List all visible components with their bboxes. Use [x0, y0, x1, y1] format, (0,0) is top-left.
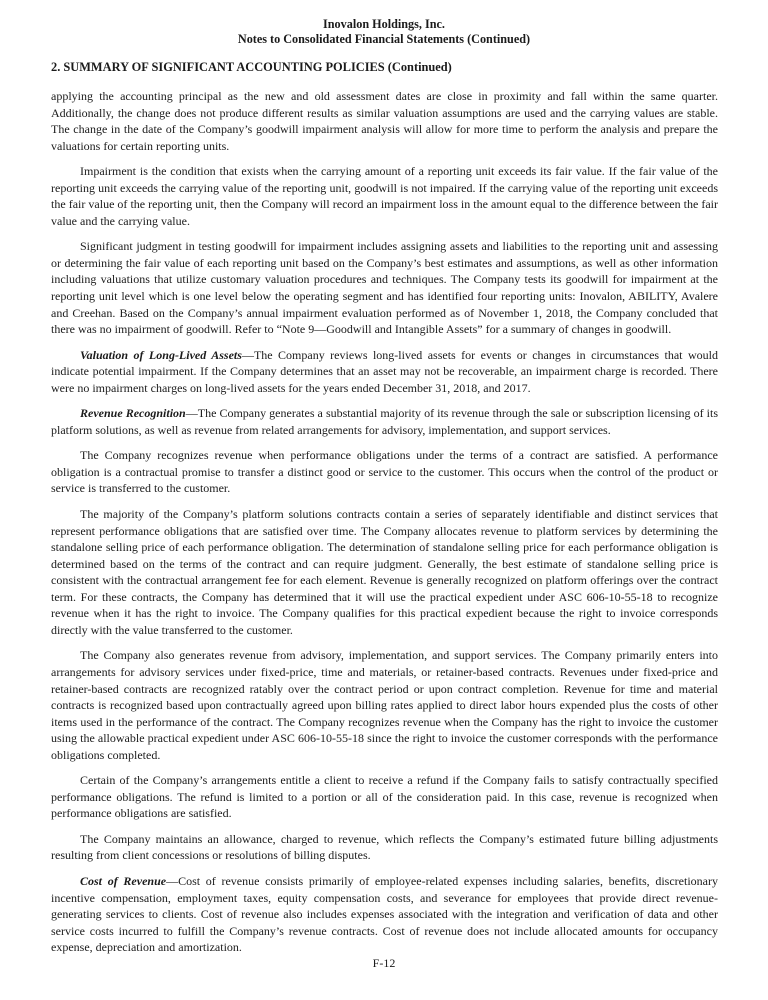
paragraph-lead-label: Revenue Recognition	[80, 406, 186, 421]
paragraph-cost-of-revenue	[51, 873, 718, 956]
paragraph-text: The Company also generates revenue from advisory, implementation, and support services. The Company primarily enters into arrangements for advisory services under fixed-price, time and materials, or retainer-based contracts. Revenues under fixed-price and retainer-based contracts are recognized ratably over the contract period or upon contract completion. Revenue for time and material contracts is recognized based upon contractually agreed upon billing rates applied to direct labor hours expended plus the costs of other items used in the performance of the contract. The Company recognizes revenue when the Company has the right to invoice the customer using the allowable practical expedient under ASC 606-10-55-18 since the right to invoice the customer corresponds with the performance obligations completed.	[51, 648, 718, 762]
paragraph-text: The majority of the Company’s platform solutions contracts contain a series of separately identifiable and distinct services that represent performance obligations that are satisfied over time. The Company allocates revenue to platform services by determining the standalone selling price of each performance obligation. The determination of standalone selling price for each performance obligation is determined based on the terms of the contract and can require judgment. Generally, the best estimate of standalone selling price is consistent with the contractual arrangement fee for each element. Revenue is generally recognized on platform offerings over the contract term. For these contracts, the Company has determined that it will use the practical expedient under ASC 606-10-55-18 to recognize revenue when it has the right to invoice. The Company qualifies for this practical expedient because the right to invoice corresponds directly with the value transferred to the customer.	[51, 507, 718, 637]
page-number: F-12	[372, 956, 396, 970]
paragraph-text: The Company maintains an allowance, charged to revenue, which reflects the Company’s estimated future billing adjustments resulting from client concessions or resolutions of billing disputes.	[51, 831, 718, 863]
paragraph-impairment-condition	[51, 163, 718, 229]
document-subtitle: Notes to Consolidated Financial Statements (Continued)	[237, 32, 531, 46]
document-header	[0, 0, 768, 47]
paragraph-text: Certain of the Company’s arrangements entitle a client to receive a refund if the Company fails to satisfy contractually specified performance obligations. The refund is limited to a portion or all of the consideration paid. In this case, revenue is recognized when performance obligations are satisfied.	[51, 773, 718, 821]
paragraph-billing-allowance	[51, 831, 718, 864]
paragraph-text: —Cost of revenue consists primarily of employee-related expenses including salaries, benefits, discretionary incentive compensation, employment taxes, equity compensation costs, and severance for employees that provide direct revenue-generating services to clients. Cost of revenue also includes expenses associated with the integration and verification of data and other service costs incurred to fulfill the Company’s revenue contracts. Cost of revenue does not include allocated amounts for occupancy expense, depreciation and amortization.	[51, 873, 718, 955]
paragraph-lead-label: Cost of Revenue	[80, 873, 167, 888]
document-body	[51, 88, 718, 956]
paragraph-text: Significant judgment in testing goodwill for impairment includes assigning assets and liabilities to the reporting unit and assessing or determining the fair value of each reporting unit based on the Company’s best estimates and assumptions, as well as other information including valuations that utilize customary valuation procedures and techniques. The Company tests its goodwill for impairment at the reporting unit level which is one level below the operating segment and has identified four reporting units: Inovalon, ABILITY, Avalere and Creehan. Based on the Company’s annual impairment evaluation performed as of November 1, 2018, the Company concluded that there was no impairment of goodwill. Refer to “Note 9—Goodwill and Intangible Assets” for a summary of changes in goodwill.	[51, 239, 718, 337]
paragraph-goodwill-assessment-dates	[51, 88, 718, 154]
paragraph-goodwill-judgment	[51, 238, 718, 337]
paragraph-text: Impairment is the condition that exists when the carrying amount of a reporting unit exceeds its fair value. If the fair value of the reporting unit exceeds the carrying value of the reporting unit, goodwill is not impaired. If the carrying value of the reporting unit exceeds the fair value of the reporting unit, then the Company will record an impairment loss in the amount equal to the difference between the fair value and the carrying value.	[51, 164, 718, 228]
paragraph-text: —The Company generates a substantial majority of its revenue through the sale or subscription licensing of its platform solutions, as well as revenue from related arrangements for advisory, implementation, and support services.	[51, 406, 718, 437]
paragraph-performance-obligations	[51, 447, 718, 497]
paragraph-platform-solutions-contracts	[51, 506, 718, 638]
paragraph-text: applying the accounting principal as the new and old assessment dates are close in proximity and fall within the same quarter. Additionally, the change does not produce different results as similar valuation assumptions are used and the carrying values are stable. The change in the date of the Company’s goodwill impairment analysis will allow for more time to perform the analysis and prepare the valuations for certain reporting units.	[51, 89, 718, 153]
paragraph-text: —The Company reviews long-lived assets for events or changes in circumstances that would indicate potential impairment. If the Company determines that an asset may not be recoverable, an impairment charge is recorded. There were no impairment charges on long-lived assets for the years ended December 31, 2018, and 2017.	[51, 347, 718, 395]
paragraph-advisory-services-revenue	[51, 647, 718, 763]
paragraph-valuation-long-lived-assets	[51, 347, 718, 397]
paragraph-text: The Company recognizes revenue when performance obligations under the terms of a contract are satisfied. A performance obligation is a contractual promise to transfer a distinct good or service to the customer. This occurs when the control of the product or service is transferred to the customer.	[51, 448, 718, 496]
paragraph-revenue-recognition	[51, 405, 718, 438]
paragraph-lead-label: Valuation of Long-Lived Assets	[80, 347, 242, 362]
company-name: Inovalon Holdings, Inc.	[323, 17, 445, 31]
paragraph-refund-arrangements	[51, 772, 718, 822]
section-heading: 2. SUMMARY OF SIGNIFICANT ACCOUNTING POLICIES (Continued)	[51, 60, 452, 74]
